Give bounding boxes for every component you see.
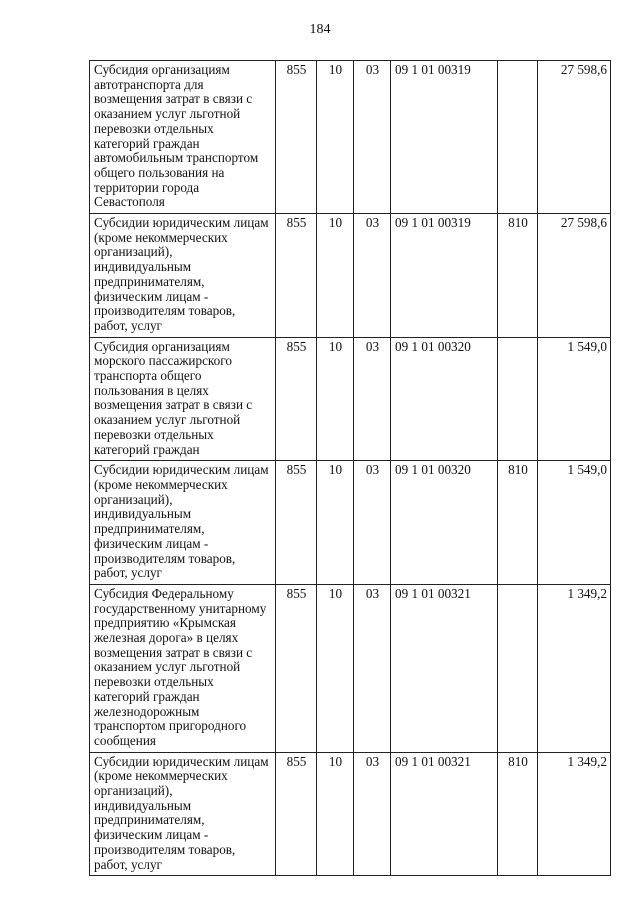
page-number: 184: [309, 22, 331, 37]
row-grbs: 855: [276, 337, 317, 461]
row-section: 10: [317, 461, 354, 585]
row-amount: 1 549,0: [538, 337, 611, 461]
row-subsection: 03: [354, 61, 391, 214]
table-row: [90, 752, 611, 876]
row-expense-type: 810: [498, 461, 538, 585]
row-grbs: 855: [276, 752, 317, 876]
row-expense-type: 810: [498, 214, 538, 338]
row-section: 10: [317, 214, 354, 338]
table-row: [90, 214, 611, 338]
table-body: [90, 61, 611, 876]
row-name: Субсидия организациям автотранспорта для возмещения затрат в связи с оказанием услуг льготной перевозки отдельных категорий граждан автомобильным транспортом общего пользования на территории города Севастополя: [90, 61, 276, 214]
row-section: 10: [317, 61, 354, 214]
row-amount: 27 598,6: [538, 214, 611, 338]
table-row: [90, 584, 611, 752]
row-expense-type: [498, 337, 538, 461]
row-name: Субсидии юридическим лицам (кроме некоммерческих организаций), индивидуальным предпринимателям, физическим лицам - производителям товаров, работ, услуг: [90, 461, 276, 585]
row-subsection: 03: [354, 214, 391, 338]
row-target-article: 09 1 01 00319: [391, 214, 498, 338]
row-target-article: 09 1 01 00321: [391, 584, 498, 752]
row-name: Субсидия организациям морского пассажирского транспорта общего пользования в целях возмещения затрат в связи с оказанием услуг льготной перевозки отдельных категорий граждан: [90, 337, 276, 461]
row-target-article: 09 1 01 00321: [391, 752, 498, 876]
row-name: Субсидии юридическим лицам (кроме некоммерческих организаций), индивидуальным предпринимателям, физическим лицам - производителям товаров, работ, услуг: [90, 752, 276, 876]
row-name: Субсидия Федеральному государственному унитарному предприятию «Крымская железная дорога» в целях возмещения затрат в связи с оказанием услуг льготной перевозки отдельных категорий граждан железнодорожным транспортом пригородного сообщения: [90, 584, 276, 752]
row-name: Субсидии юридическим лицам (кроме некоммерческих организаций), индивидуальным предпринимателям, физическим лицам - производителям товаров, работ, услуг: [90, 214, 276, 338]
row-expense-type: 810: [498, 752, 538, 876]
row-section: 10: [317, 584, 354, 752]
row-section: 10: [317, 752, 354, 876]
row-grbs: 855: [276, 584, 317, 752]
row-subsection: 03: [354, 584, 391, 752]
row-target-article: 09 1 01 00320: [391, 337, 498, 461]
row-expense-type: [498, 584, 538, 752]
row-grbs: 855: [276, 461, 317, 585]
row-amount: 1 349,2: [538, 752, 611, 876]
row-amount: 1 549,0: [538, 461, 611, 585]
row-section: 10: [317, 337, 354, 461]
table-row: [90, 461, 611, 585]
row-subsection: 03: [354, 461, 391, 585]
table-row: [90, 337, 611, 461]
row-subsection: 03: [354, 752, 391, 876]
table-row: [90, 61, 611, 214]
row-expense-type: [498, 61, 538, 214]
row-subsection: 03: [354, 337, 391, 461]
row-target-article: 09 1 01 00319: [391, 61, 498, 214]
row-grbs: 855: [276, 61, 317, 214]
row-grbs: 855: [276, 214, 317, 338]
budget-table: [89, 60, 611, 876]
row-amount: 27 598,6: [538, 61, 611, 214]
row-amount: 1 349,2: [538, 584, 611, 752]
row-target-article: 09 1 01 00320: [391, 461, 498, 585]
